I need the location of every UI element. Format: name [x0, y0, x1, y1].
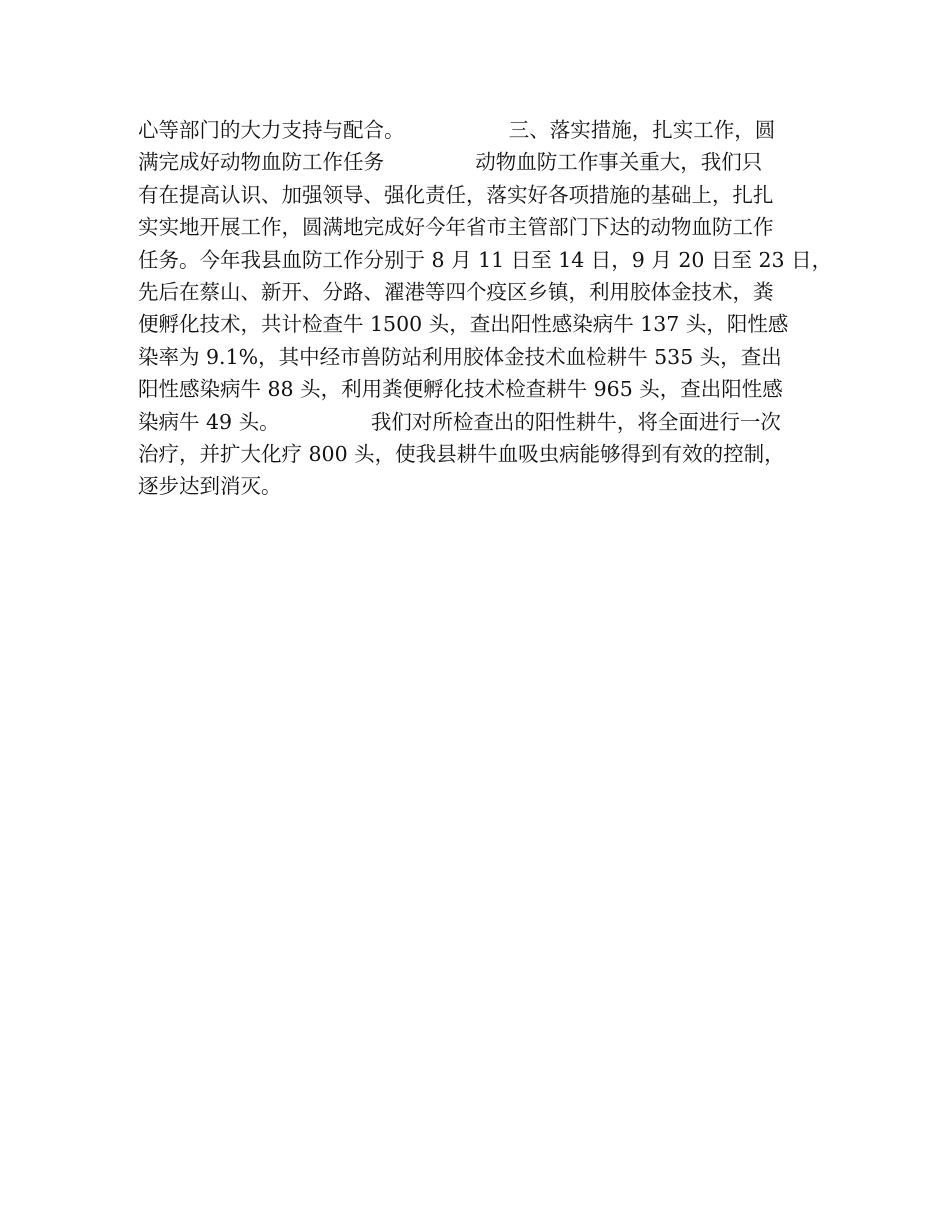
body-text [138, 114, 833, 503]
text-line: 便孵化技术，共计检查牛 1500 头，查出阳性感染病牛 137 头，阳性感 [138, 312, 789, 337]
text-line: 心等部门的大力支持与配合。 三、落实措施，扎实工作，圆 [138, 118, 776, 142]
text-line: 阳性感染病牛 88 头，利用粪便孵化技术检查耕牛 965 头，查出阳性感 [138, 377, 783, 402]
text-line: 任务。今年我县血防工作分别于 8 月 11 日至 14 日，9 月 20 日至 23 日， [138, 247, 833, 272]
text-line: 先后在蔡山、新开、分路、濯港等四个疫区乡镇，利用胶体金技术，粪 [138, 279, 774, 304]
text-line: 有在提高认识、加强领导、强化责任，落实好各项措施的基础上，扎扎 [138, 182, 774, 207]
text-line: 治疗，并扩大化疗 800 头，使我县耕牛血吸虫病能够得到有效的控制， [138, 441, 785, 466]
text-line: 逐步达到消灭。 [138, 474, 282, 499]
text-line: 满完成好动物血防工作任务 动物血防工作事关重大，我们只 [138, 150, 763, 175]
text-line: 实实地开展工作，圆满地完成好今年省市主管部门下达的动物血防工作 [138, 215, 774, 240]
text-line: 染病牛 49 头。 我们对所检查出的阳性耕牛，将全面进行一次 [138, 409, 781, 434]
text-line: 染率为 9.1%，其中经市兽防站利用胶体金技术血检耕牛 535 头，查出 [138, 344, 782, 369]
